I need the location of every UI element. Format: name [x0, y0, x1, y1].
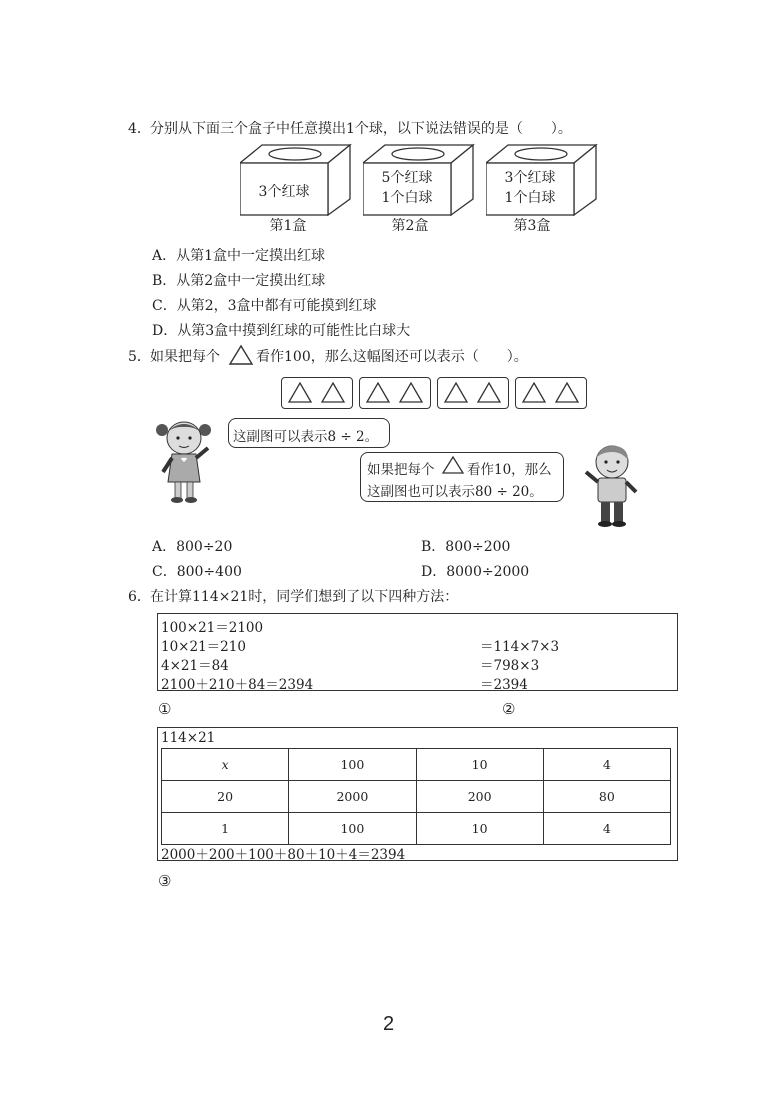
q4-option-a[interactable]: A．从第1盒中一定摸出红球	[152, 248, 326, 264]
q6-number: 6．	[128, 589, 151, 605]
method1-line2: 10×21＝210	[161, 639, 246, 655]
boy-bubble-line1-before: 如果把每个	[367, 462, 435, 478]
boy-bubble-line1-after: 看作10，那么	[467, 462, 552, 478]
method2-line3: ＝2394	[480, 677, 528, 693]
grid-cell: 4	[543, 749, 670, 781]
box-3-line1: 3个红球	[504, 170, 556, 186]
page-number: 2	[383, 1013, 395, 1035]
box-1-caption: 第1盒	[269, 218, 307, 234]
grid-cell: 20	[162, 781, 289, 813]
girl-bubble-text: 这副图可以表示8 ÷ 2。	[233, 429, 379, 445]
box-3-line2: 1个白球	[504, 190, 556, 206]
q5-option-c[interactable]: C．800÷400	[152, 564, 242, 580]
method-label-1: ①	[158, 700, 172, 718]
method1-line3: 4×21＝84	[161, 658, 229, 674]
grid-cell: 10	[416, 749, 543, 781]
grid-cell: 2000	[289, 781, 416, 813]
grid-cell: x	[162, 749, 289, 781]
triangle-pair-icon	[438, 378, 508, 408]
triangle-pair-icon	[516, 378, 586, 408]
grid-cell: 4	[543, 813, 670, 845]
box-2-caption: 第2盒	[391, 218, 429, 234]
box-1-line1: 3个红球	[258, 184, 310, 200]
grid-cell: 80	[543, 781, 670, 813]
triangle-pair-icon	[282, 378, 352, 408]
grid-cell: 10	[416, 813, 543, 845]
q5-number: 5．	[128, 349, 151, 365]
boy-speech-bubble	[360, 452, 564, 502]
triangle-icon	[441, 455, 465, 475]
q4-text: 分别从下面三个盒子中任意摸出1个球，以下说法错误的是（ ）。	[150, 121, 572, 137]
box-2-line2: 1个白球	[381, 190, 433, 206]
grid-cell: 200	[416, 781, 543, 813]
boy-illustration	[582, 442, 642, 528]
grid-sum: 2000＋200＋100＋80＋10＋4＝2394	[161, 847, 406, 863]
method-label-2: ②	[502, 700, 516, 718]
triangle-group-1	[281, 377, 353, 409]
q5-option-d[interactable]: D．8000÷2000	[421, 564, 530, 580]
triangle-group-3	[437, 377, 509, 409]
triangle-group-4	[515, 377, 587, 409]
method1-line4: 2100＋210＋84＝2394	[161, 677, 314, 693]
method2-line1: ＝114×7×3	[480, 639, 560, 655]
grid-row	[162, 781, 671, 813]
q4-option-b[interactable]: B．从第2盒中一定摸出红球	[152, 273, 326, 289]
method1-line1: 100×21＝2100	[161, 620, 264, 636]
grid-row	[162, 749, 671, 781]
q4-option-d[interactable]: D．从第3盒中摸到红球的可能性比白球大	[152, 323, 411, 339]
q5-option-a[interactable]: A．800÷20	[152, 539, 233, 555]
q5-text-after: 看作100，那么这幅图还可以表示（ ）。	[256, 349, 528, 365]
girl-speech-bubble	[228, 418, 390, 448]
box-2-line1: 5个红球	[381, 170, 433, 186]
q5-text-before: 如果把每个	[150, 349, 220, 365]
q4-option-c[interactable]: C．从第2，3盒中都有可能摸到红球	[152, 298, 377, 314]
method2-line2: ＝798×3	[480, 658, 540, 674]
method-label-3: ③	[158, 872, 172, 890]
triangle-icon	[228, 344, 254, 366]
grid-row	[162, 813, 671, 845]
q5-option-b[interactable]: B．800÷200	[421, 539, 511, 555]
box-3-caption: 第3盒	[513, 218, 551, 234]
q6-text: 在计算114×21时，同学们想到了以下四种方法：	[150, 589, 459, 605]
grid-cell: 1	[162, 813, 289, 845]
girl-illustration	[155, 418, 215, 504]
triangle-group-2	[359, 377, 431, 409]
boy-bubble-line2: 这副图也可以表示80 ÷ 20。	[367, 484, 543, 500]
q4-number: 4．	[128, 121, 151, 137]
grid-cell: 100	[289, 749, 416, 781]
grid-cell: 100	[289, 813, 416, 845]
triangle-pair-icon	[360, 378, 430, 408]
grid-title: 114×21	[161, 730, 216, 746]
box-1-illustration	[240, 143, 352, 217]
multiplication-grid	[161, 748, 671, 845]
